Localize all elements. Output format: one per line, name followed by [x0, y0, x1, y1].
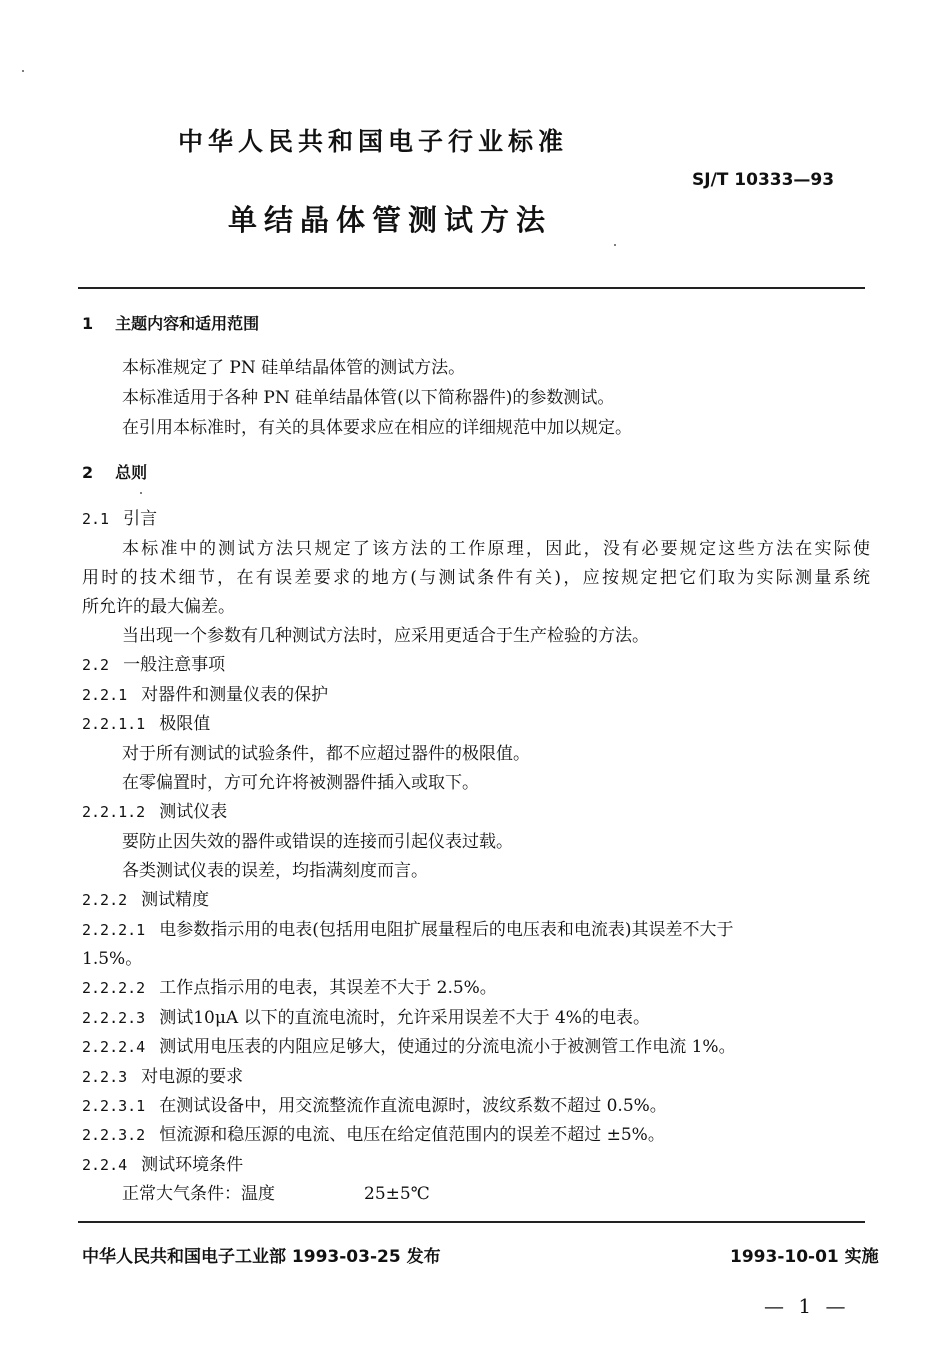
section-text: 所允许的最大偏差。	[82, 597, 235, 617]
paragraph-line	[122, 859, 870, 883]
section-text: 工作点指示用的电表，其误差不大于 2.5%。	[159, 978, 497, 998]
section-number: 2.2.1.2	[82, 803, 146, 821]
section-text: 一般注意事项	[123, 655, 226, 675]
section-number: 2.2.2.1	[82, 921, 146, 939]
section-text: 极限值	[159, 714, 211, 734]
section-text: 要防止因失效的器件或错误的连接而引起仪表过载。	[122, 832, 513, 852]
paragraph-line	[122, 416, 870, 440]
section-number: 2.2.1.1	[82, 715, 146, 733]
section-text: 各类测试仪表的误差，均指满刻度而言。	[122, 861, 428, 881]
paragraph-line	[122, 771, 870, 795]
section-heading	[82, 1065, 870, 1089]
section-number: 2.2.2.3	[82, 1009, 146, 1027]
environment-temperature-value: 25±5℃	[364, 1184, 430, 1204]
section-number: 2.2.3.2	[82, 1126, 146, 1144]
section-text: 对器件和测量仪表的保护	[141, 685, 329, 705]
section-number: 2.2.3	[82, 1068, 128, 1086]
standard-code: SJ/T 10333—93	[692, 170, 835, 190]
section-heading	[82, 1035, 870, 1059]
paragraph-line	[122, 537, 870, 561]
section-text: 对于所有测试的试验条件，都不应超过器件的极限值。	[122, 744, 530, 764]
section-heading	[82, 918, 870, 942]
section-text: 恒流源和稳压源的电流、电压在给定值范围内的误差不超过 ±5%。	[159, 1125, 665, 1145]
paragraph-line	[82, 595, 870, 619]
section-number: 2	[82, 463, 94, 482]
section-number: 1	[82, 314, 94, 333]
section-number: 2.1	[82, 510, 110, 528]
section-number: 2.2.2	[82, 891, 128, 909]
section-heading	[82, 1123, 870, 1147]
paragraph-line	[122, 356, 870, 380]
section-heading	[82, 507, 870, 531]
section-text: 测试环境条件	[141, 1155, 244, 1175]
section-text: 测试仪表	[159, 802, 228, 822]
page-number: — 1 —	[764, 1294, 850, 1318]
section-text: 当出现一个参数有几种测试方法时，应采用更适合于生产检验的方法。	[122, 626, 649, 646]
section-text: 对电源的要求	[141, 1067, 244, 1087]
section-text: 电参数指示用的电表(包括用电阻扩展量程后的电压表和电流表)其误差不大于	[159, 920, 734, 940]
section-heading	[82, 712, 870, 736]
section-text: 1.5%。	[82, 949, 143, 969]
section-number: 2.2.3.1	[82, 1097, 146, 1115]
paragraph-line	[82, 566, 870, 590]
section-heading	[82, 312, 870, 336]
section-text: 本标准规定了 PN 硅单结晶体管的测试方法。	[122, 358, 466, 378]
section-heading	[82, 1006, 870, 1030]
section-heading	[82, 976, 870, 1000]
section-heading	[82, 800, 870, 824]
section-number: 2.2.2.2	[82, 979, 146, 997]
paragraph-line	[122, 624, 870, 648]
header-divider	[78, 287, 865, 289]
section-heading	[82, 683, 870, 707]
paragraph-line	[82, 947, 870, 971]
section-number: 2.2.2.4	[82, 1038, 146, 1056]
paragraph-line	[122, 386, 870, 410]
section-text: 引言	[123, 509, 158, 529]
section-heading	[82, 1153, 870, 1177]
section-text: 总则	[115, 463, 148, 482]
section-heading	[82, 461, 870, 485]
section-text: 本标准适用于各种 PN 硅单结晶体管(以下简称器件)的参数测试。	[122, 388, 615, 408]
section-text: 测试精度	[141, 890, 210, 910]
section-text: 测试用电压表的内阻应足够大，使通过的分流电流小于被测管工作电流 1%。	[159, 1037, 736, 1057]
effective-date: 1993-10-01 实施	[730, 1247, 879, 1267]
paragraph-line	[122, 742, 870, 766]
issue-date: 中华人民共和国电子工业部 1993-03-25 发布	[82, 1247, 441, 1267]
section-number: 2.2.1	[82, 686, 128, 704]
section-text: 在引用本标准时，有关的具体要求应在相应的详细规范中加以规定。	[122, 418, 632, 438]
section-text: 在零偏置时，方可允许将被测器件插入或取下。	[122, 773, 479, 793]
section-heading	[82, 888, 870, 912]
environment-condition-label: 正常大气条件：温度	[122, 1184, 275, 1204]
section-text: 在测试设备中，用交流整流作直流电源时，波纹系数不超过 0.5%。	[159, 1096, 667, 1116]
section-number: 2.2.4	[82, 1156, 128, 1174]
section-text: 用时的技术细节，在有误差要求的地方(与测试条件有关)，应按规定把它们取为实际测量系统	[82, 568, 870, 588]
paragraph-line	[122, 830, 870, 854]
industry-standard-heading: 中华人民共和国电子行业标准	[178, 127, 569, 156]
section-text: 本标准中的测试方法只规定了该方法的工作原理，因此，没有必要规定这些方法在实际使	[122, 539, 870, 559]
section-text: 测试10μA 以下的直流电流时，允许采用误差不大于 4%的电表。	[159, 1008, 650, 1028]
section-text: 主题内容和适用范围	[115, 314, 260, 333]
section-heading	[82, 1094, 870, 1118]
footer-divider	[78, 1221, 865, 1223]
section-number: 2.2	[82, 656, 110, 674]
document-title: 单结晶体管测试方法	[228, 203, 553, 237]
section-heading	[82, 653, 870, 677]
